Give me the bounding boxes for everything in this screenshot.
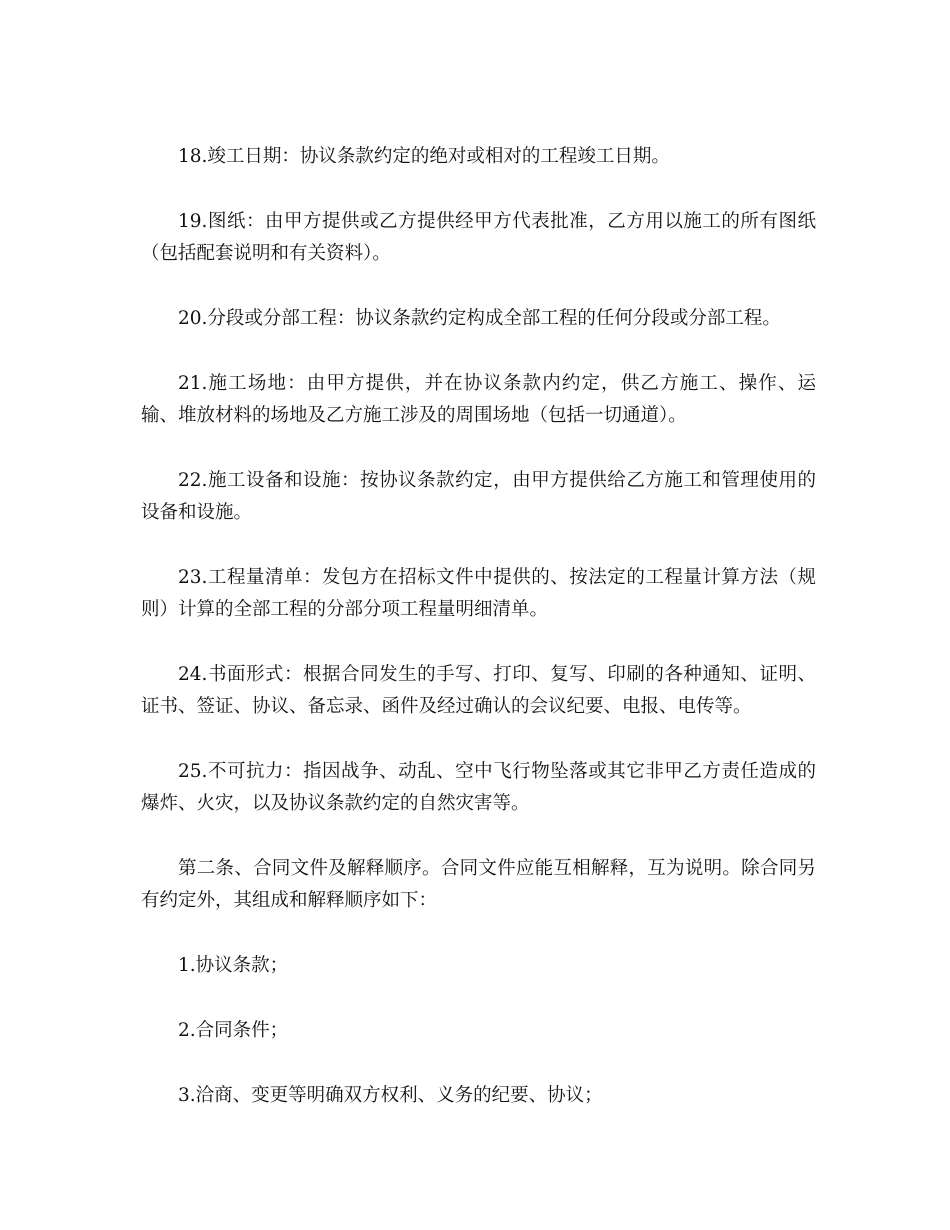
paragraph-21-construction-site: 21.施工场地：由甲方提供，并在协议条款内约定，供乙方施工、操作、运输、堆放材料的场地及乙方施工涉及的周围场地（包括一切通道）。: [141, 373, 816, 426]
paragraph-24-written-form: 24.书面形式：根据合同发生的手写、打印、复写、印刷的各种通知、证明、证书、签证、协议、备忘录、函件及经过确认的会议纪要、电报、电传等。: [141, 664, 816, 717]
list-item-2-contract-conditions: 2.合同条件；: [178, 1020, 289, 1041]
list-item-3-negotiation-records: 3.洽商、变更等明确双方权利、义务的纪要、协议；: [178, 1085, 603, 1106]
paragraph-20-sectional-works: 20.分段或分部工程：协议条款约定构成全部工程的任何分段或分部工程。: [178, 308, 781, 329]
paragraph-22-equipment-facilities: 22.施工设备和设施：按协议条款约定，由甲方提供给乙方施工和管理使用的设备和设施。: [141, 470, 816, 523]
article-2-contract-documents: 第二条、合同文件及解释顺序。合同文件应能互相解释，互为说明。除合同另有约定外，其组成和解释顺序如下：: [141, 858, 816, 911]
paragraph-23-bill-of-quantities: 23.工程量清单：发包方在招标文件中提供的、按法定的工程量计算方法（规则）计算的全部工程的分部分项工程量明细清单。: [141, 567, 816, 620]
paragraph-19-drawings: 19.图纸：由甲方提供或乙方提供经甲方代表批准，乙方用以施工的所有图纸（包括配套说明和有关资料）。: [141, 211, 816, 264]
list-item-1-agreement-terms: 1.协议条款；: [178, 955, 289, 976]
paragraph-25-force-majeure: 25.不可抗力：指因战争、动乱、空中飞行物坠落或其它非甲乙方责任造成的爆炸、火灾，以及协议条款约定的自然灾害等。: [141, 761, 816, 814]
paragraph-18-completion-date: 18.竣工日期：协议条款约定的绝对或相对的工程竣工日期。: [178, 146, 670, 167]
document-body: [141, 141, 816, 1112]
